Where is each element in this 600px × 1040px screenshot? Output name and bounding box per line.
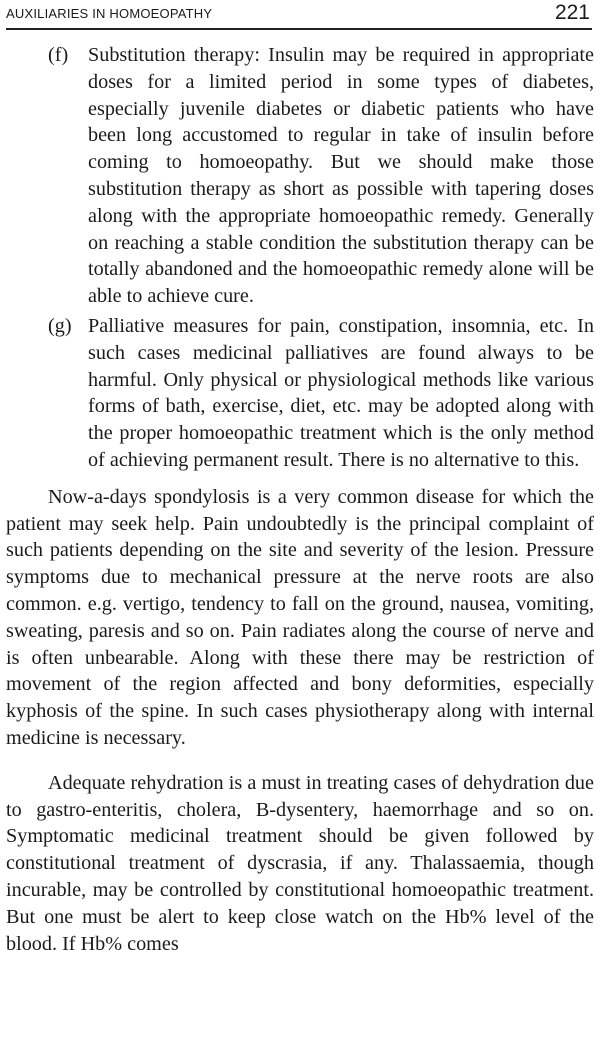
list-label: (f) [48,44,69,66]
list-text: Palliative measures for pain, constipation, insomnia, etc. In such cases medicinal palliatives are found always to be harmful. Only physical or physiological methods like various forms of bath, exercise, diet, etc. may be adopted along with the proper homoeopathic treatment which is the only method of achieving permanent result. There is no alternative to this. [88,314,594,471]
list-text: Substitution therapy: Insulin may be required in appropriate doses for a limited period in some types of diabetes, especially juvenile diabetes or diabetic patients who have been long accustomed to regular in take of insulin before coming to homoeopathy. But we should make those substitution therapy as short as possible with tapering doses along with the appropriate homoeopathic remedy. Generally on reaching a stable condition the substitution therapy can be totally abandoned and the homoeopathic remedy alone will be able to achieve cure. [88,44,594,308]
paragraph-rehydration: Adequate rehydration is a must in treating cases of dehydration due to gastro-enteritis, cholera, B-dysentery, haemorrhage and so on. Symptomatic medicinal treatment should be given followed by constitutional treatment of dyscrasia, if any. Thalassaemia, though incurable, may be controlled by constitutional homoeopathic treatment. But one must be alert to keep close watch on the Hb% level of the blood. If Hb% comes [6,771,594,955]
page-header [6,0,592,30]
running-head: AUXILIARIES IN HOMOEOPATHY [6,6,213,21]
page-body [6,42,594,957]
list-item-g [6,313,594,474]
page-number: 221 [554,1,590,24]
list-label: (g) [48,314,72,337]
header-rule [6,28,592,30]
paragraph-spondylosis: Now-a-days spondylosis is a very common disease for which the patient may seek help. Pain undoubtedly is the principal complaint of such patients depending on the site and severity of the lesion. Pressure symptoms due to mechanical pressure at the nerve roots are also common. e.g. vertigo, tendency to fall on the ground, nausea, vomiting, sweating, paresis and so on. Pain radiates along the course of nerve and is often unbearable. Along with these there may be restriction of movement of the region affected and bony deformities, especially kyphosis of the spine. In such cases physiotherapy along with internal medicine is necessary. [6,485,594,749]
list-item-f [6,42,594,310]
